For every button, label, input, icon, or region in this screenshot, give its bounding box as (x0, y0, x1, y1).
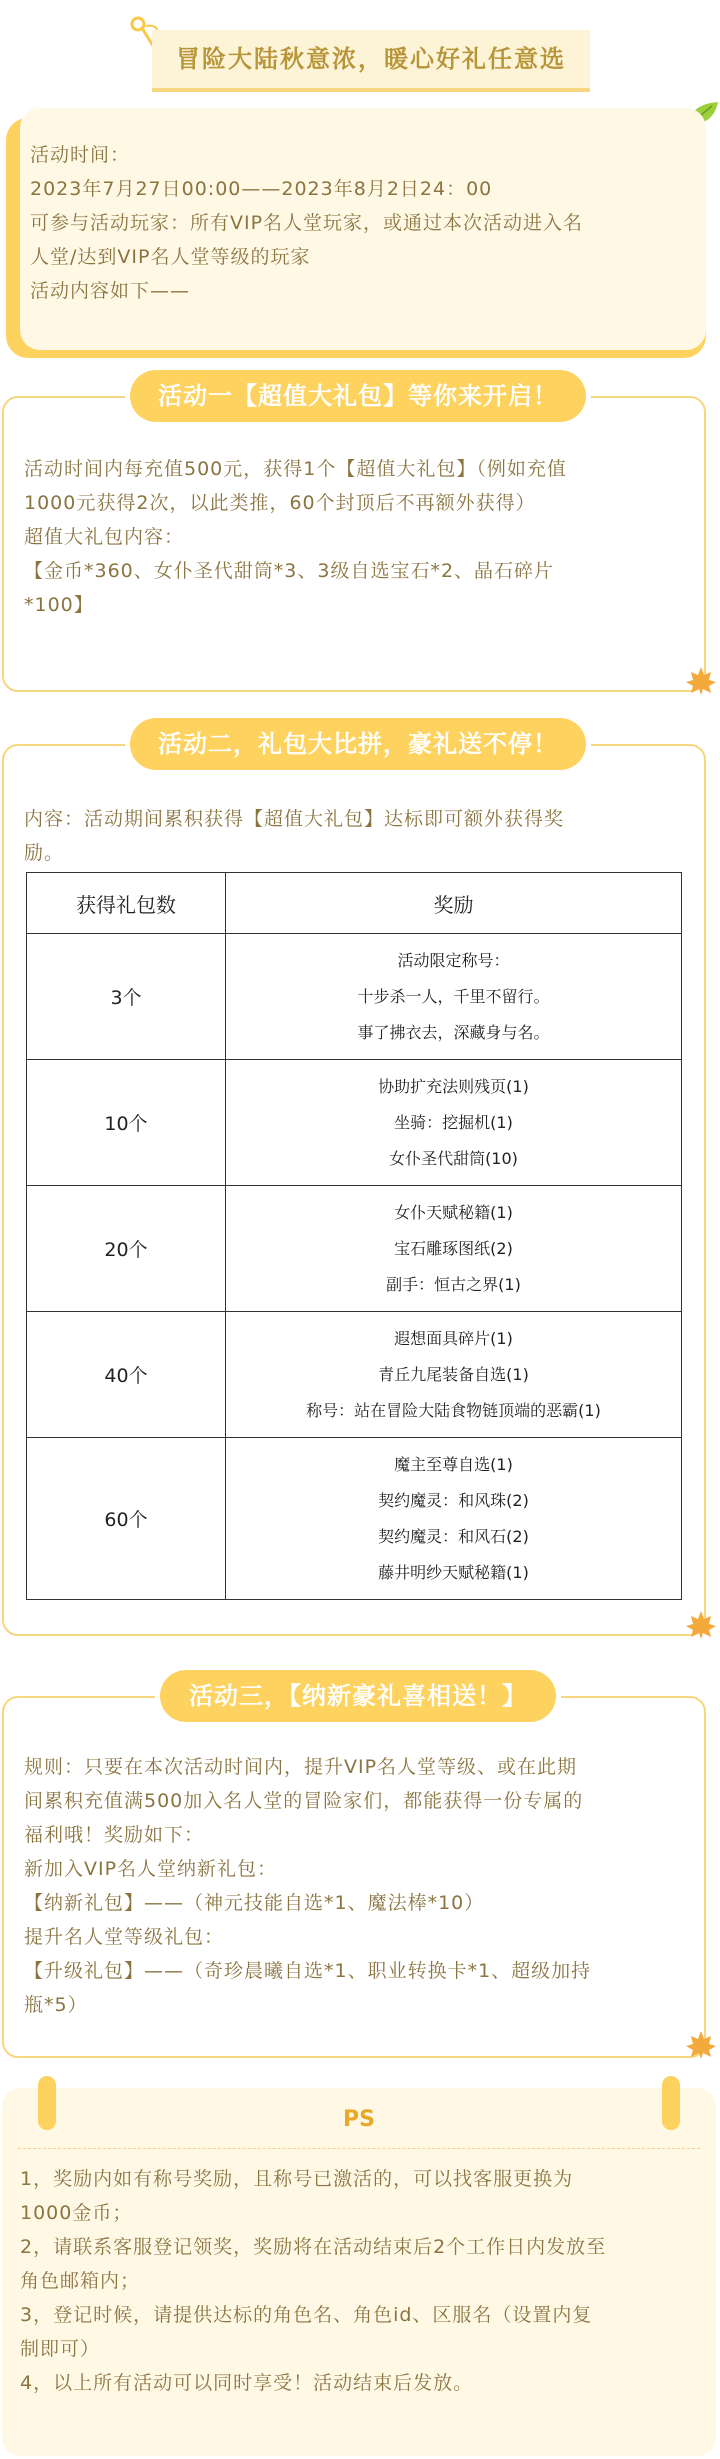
activity1-title: 活动一【超值大礼包】等你来开启！ (158, 382, 558, 410)
activity3-line: 规则：只要在本次活动时间内，提升VIP名人堂等级、或在此期 (24, 1756, 578, 1778)
reward-item: 十步杀一人，千里不留行。 (357, 986, 550, 1006)
activity3-card (2, 1696, 706, 2058)
activity2-line: 励。 (24, 842, 65, 864)
reward-item: 青丘九尾装备自选(1) (378, 1364, 529, 1384)
activity3-line: 福利哦！奖励如下： (24, 1824, 205, 1846)
reward-item: 坐骑：挖掘机(1) (394, 1112, 513, 1132)
ps-title: PS (343, 2107, 375, 2132)
activity3-line: 瓶*5） (24, 1994, 88, 2016)
row-rewards (226, 1312, 682, 1438)
activity2-title-pill (130, 718, 586, 770)
activity1-line: *100】 (24, 594, 94, 616)
reward-item: 称号：站在冒险大陆食物链顶端的恶霸(1) (306, 1400, 601, 1420)
activity3-line: 新加入VIP名人堂纳新礼包： (24, 1858, 278, 1880)
reward-item: 副手：恒古之界(1) (386, 1274, 521, 1294)
maple-leaf-icon (684, 664, 718, 698)
header-title-banner (152, 30, 590, 92)
activity1-card (2, 396, 706, 692)
ps-line: 角色邮箱内； (20, 2270, 141, 2292)
table-row (27, 1312, 682, 1438)
reward-table (26, 872, 682, 1600)
ps-line: 2，请联系客服登记领奖，奖励将在活动结束后2个工作日内发放至 (20, 2236, 607, 2258)
reward-item: 遐想面具碎片(1) (394, 1328, 513, 1348)
intro-line: 人堂/达到VIP名人堂等级的玩家 (30, 246, 311, 268)
activity1-line: 超值大礼包内容： (24, 526, 185, 548)
reward-item: 活动限定称号： (397, 950, 510, 970)
row-count: 3个 (27, 934, 226, 1060)
row-count: 40个 (27, 1312, 226, 1438)
reward-item: 事了拂衣去，深藏身与名。 (357, 1022, 550, 1042)
col-reward-header: 奖励 (226, 873, 682, 934)
activity1-line: 1000元获得2次，以此类推，60个封顶后不再额外获得） (24, 492, 536, 514)
table-row (27, 1060, 682, 1186)
ps-line: 4，以上所有活动可以同时享受！活动结束后发放。 (20, 2372, 474, 2394)
activity3-line: 间累积充值满500加入名人堂的冒险家们，都能获得一份专属的 (24, 1790, 584, 1812)
table-header-row (27, 873, 682, 934)
ps-line: 制即可） (20, 2338, 101, 2360)
reward-item: 女仆圣代甜筒(10) (389, 1148, 518, 1168)
activity2-card (2, 744, 706, 1636)
intro-line: 活动内容如下—— (30, 280, 191, 302)
activity3-line: 【升级礼包】——（奇珍晨曦自选*1、职业转换卡*1、超级加持 (24, 1960, 592, 1982)
ps-line: 1000金币； (20, 2202, 133, 2224)
ps-divider (18, 2148, 700, 2149)
activity2-title: 活动二，礼包大比拼，豪礼送不停！ (158, 730, 558, 758)
row-rewards (226, 1060, 682, 1186)
intro-line: 2023年7月27日00:00——2023年8月2日24：00 (30, 178, 493, 200)
activity1-line: 【金币*360、女仆圣代甜筒*3、3级自选宝石*2、晶石碎片 (24, 560, 555, 582)
intro-line: 活动时间： (30, 144, 131, 166)
ps-panel (2, 2088, 716, 2456)
reward-item: 契约魔灵：和风珠(2) (378, 1490, 529, 1510)
reward-item: 女仆天赋秘籍(1) (394, 1202, 513, 1222)
activity1-title-pill (130, 370, 586, 422)
reward-item: 协助扩充法则残页(1) (378, 1076, 529, 1096)
reward-item: 藤井明纱天赋秘籍(1) (378, 1562, 529, 1582)
activity3-line: 【纳新礼包】——（神元技能自选*1、魔法棒*10） (24, 1892, 485, 1914)
maple-leaf-icon (684, 2028, 718, 2062)
reward-item: 魔主至尊自选(1) (394, 1454, 513, 1474)
table-row (27, 934, 682, 1060)
ps-line: 1，奖励内如有称号奖励，且称号已激活的，可以找客服更换为 (20, 2168, 574, 2190)
maple-leaf-icon (684, 1608, 718, 1642)
row-rewards (226, 1438, 682, 1600)
activity3-line: 提升名人堂等级礼包： (24, 1926, 225, 1948)
row-count: 60个 (27, 1438, 226, 1600)
table-row (27, 1186, 682, 1312)
reward-item: 契约魔灵：和风石(2) (378, 1526, 529, 1546)
row-count: 20个 (27, 1186, 226, 1312)
activity2-line: 内容：活动期间累积获得【超值大礼包】达标即可额外获得奖 (24, 808, 565, 830)
col-count-header: 获得礼包数 (27, 873, 226, 934)
intro-line: 可参与活动玩家：所有VIP名人堂玩家，或通过本次活动进入名 (30, 212, 584, 234)
table-row (27, 1438, 682, 1600)
ps-line: 3，登记时候，请提供达标的角色名、角色id、区服名（设置内复 (20, 2304, 593, 2326)
row-rewards (226, 1186, 682, 1312)
row-rewards (226, 934, 682, 1060)
activity3-title-pill (160, 1670, 556, 1722)
intro-panel (20, 108, 706, 350)
header-title: 冒险大陆秋意浓，暖心好礼任意选 (176, 45, 566, 73)
activity1-line: 活动时间内每充值500元，获得1个【超值大礼包】（例如充值 (24, 458, 567, 480)
row-count: 10个 (27, 1060, 226, 1186)
activity3-title: 活动三，【纳新豪礼喜相送！】 (189, 1682, 527, 1710)
reward-item: 宝石雕琢图纸(2) (394, 1238, 513, 1258)
